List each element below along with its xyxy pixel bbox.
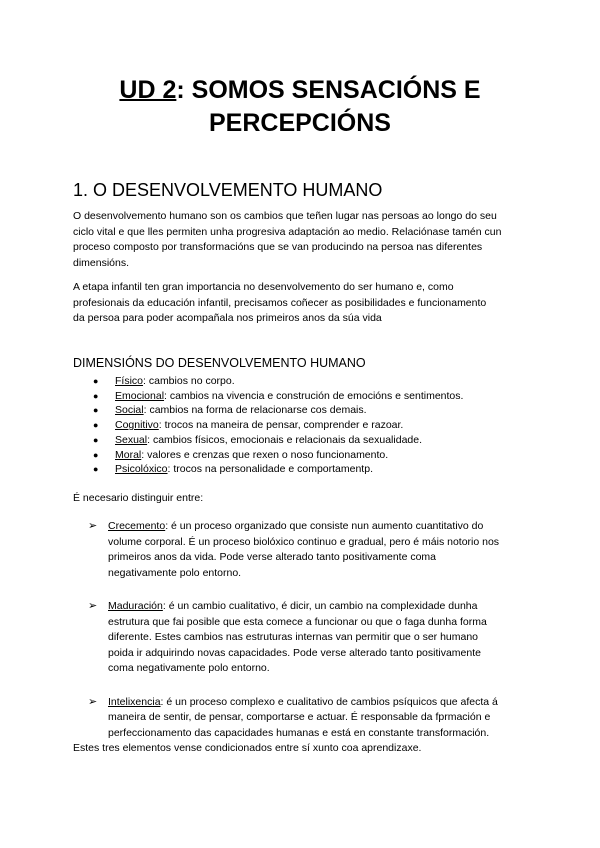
text-line: proceso composto por transformacións que se van producindo na persoa nas diferentes [73,241,483,253]
text-line: : é un cambio cualitativo, é dicir, un cambio na complexidade dunha [162,600,478,612]
dimension-term: Social [115,404,144,417]
dimension-desc: : valores e crenzas que rexen o noso funcionamento. [141,448,389,461]
text-line: coma negativamente polo entorno. [108,662,270,674]
concept-term: Crecemento [108,520,166,532]
dimension-term: Físico [115,375,144,387]
document-title [0,74,600,140]
text-line: estrutura que fai posible que esta comece a funcionar ou que o faga dunha forma [108,615,487,628]
concepts-list [88,519,538,741]
dimension-term: Emocional [115,389,165,402]
bullet-icon: ● [93,405,99,416]
dimension-desc: : cambios na forma de relacionarse cos demais. [143,404,367,417]
list-item [93,462,463,477]
text-line: primeiros anos da vida. Pode verse alterado tanto positivamente coma [108,551,437,563]
text-line: : é un proceso organizado que consiste nun aumento cuantitativo do [165,520,484,532]
text-line: volume corporal. É un proceso biolóxico continuo e gradual, pero é máis notorio nos [108,535,500,548]
title-unit: UD 2 [119,76,177,104]
dimension-term: Psicolóxico [115,463,168,476]
bullet-icon: ● [93,434,99,445]
list-item [93,374,463,389]
arrow-bullet-icon: ➢ [88,695,98,708]
distinguish-intro: É necesario distinguir entre: [73,492,204,504]
dimension-desc: : trocos na personalidade e comportamentp. [167,463,373,476]
text-line: perfeccionamento das capacidades humanas e está en constante transformación. [108,726,490,739]
text-line: diferente. Estes cambios nas estruturas internas van permitir que o ser humano [108,631,479,643]
list-item [88,599,538,677]
arrow-bullet-icon: ➢ [88,600,98,612]
list-item [88,695,538,742]
dimension-term: Cognitivo [115,419,159,432]
bullet-icon: ● [93,420,99,431]
text-line: maneira de sentir, de pensar, comportarse e actuar. É responsable da fprmación e [108,711,491,723]
concept-term: Maduración [108,600,163,612]
title-rest: : SOMOS SENSACIÓNS E [176,76,481,104]
section-heading-desenvolvemento: 1. O DESENVOLVEMENTO HUMANO [73,180,383,200]
text-line: dimensións. [73,256,130,269]
dimensions-heading: DIMENSIÓNS DO DESENVOLVEMENTO HUMANO [73,356,366,370]
list-item [93,433,463,448]
dimension-desc: : cambios no corpo. [143,375,235,387]
text-line: ciclo vital e que lles permiten unha progresiva adaptación ao medio. Relaciónase tamén cun [73,225,502,238]
concept-term: Intelixencia [108,695,161,708]
arrow-bullet-icon: ➢ [88,520,98,532]
dimension-desc: : trocos na maneira de pensar, comprender e razoar. [158,419,404,432]
list-item [93,403,463,418]
text-line: : é un proceso complexo e cualitativo de cambios psíquicos que afecta á [160,695,498,708]
text-line: negativamente polo entorno. [108,566,242,579]
text-line: da persoa para poder acompañala nos primeiros anos da súa vida [73,312,382,324]
bullet-icon: ● [93,464,99,475]
bullet-icon: ● [93,390,99,401]
dimensions-list [93,374,463,477]
text-line: A etapa infantil ten gran importancia no desenvolvemento do ser humano e, como [73,281,454,293]
dimension-desc: : cambios físicos, emocionais e relacionais da sexualidade. [147,433,423,446]
dimension-desc: : cambios na vivencia e construción de emocións e sentimentos. [164,389,464,402]
title-line2: PERCEPCIÓNS [209,109,391,137]
intro-paragraph [73,209,543,271]
list-item [88,519,538,581]
dimension-term: Moral [115,448,142,461]
list-item [93,448,463,463]
closing-paragraph: Estes tres elementos vense condicionados entre sí xunto coa aprendizaxe. [73,742,422,754]
list-item [93,389,463,404]
text-line: profesionais da educación infantil, precisamos coñecer as posibilidades e funcionamento [73,296,487,309]
list-item [93,418,463,433]
text-line: O desenvolvemento humano son os cambios que teñen lugar nas persoas ao longo do seu [73,210,497,222]
bullet-icon: ● [93,376,99,386]
infant-stage-paragraph [73,280,543,327]
dimension-term: Sexual [115,433,148,446]
text-line: poida ir adquirindo novas capacidades. Pode verse alterado tanto positivamente [108,646,481,659]
bullet-icon: ● [93,449,99,460]
